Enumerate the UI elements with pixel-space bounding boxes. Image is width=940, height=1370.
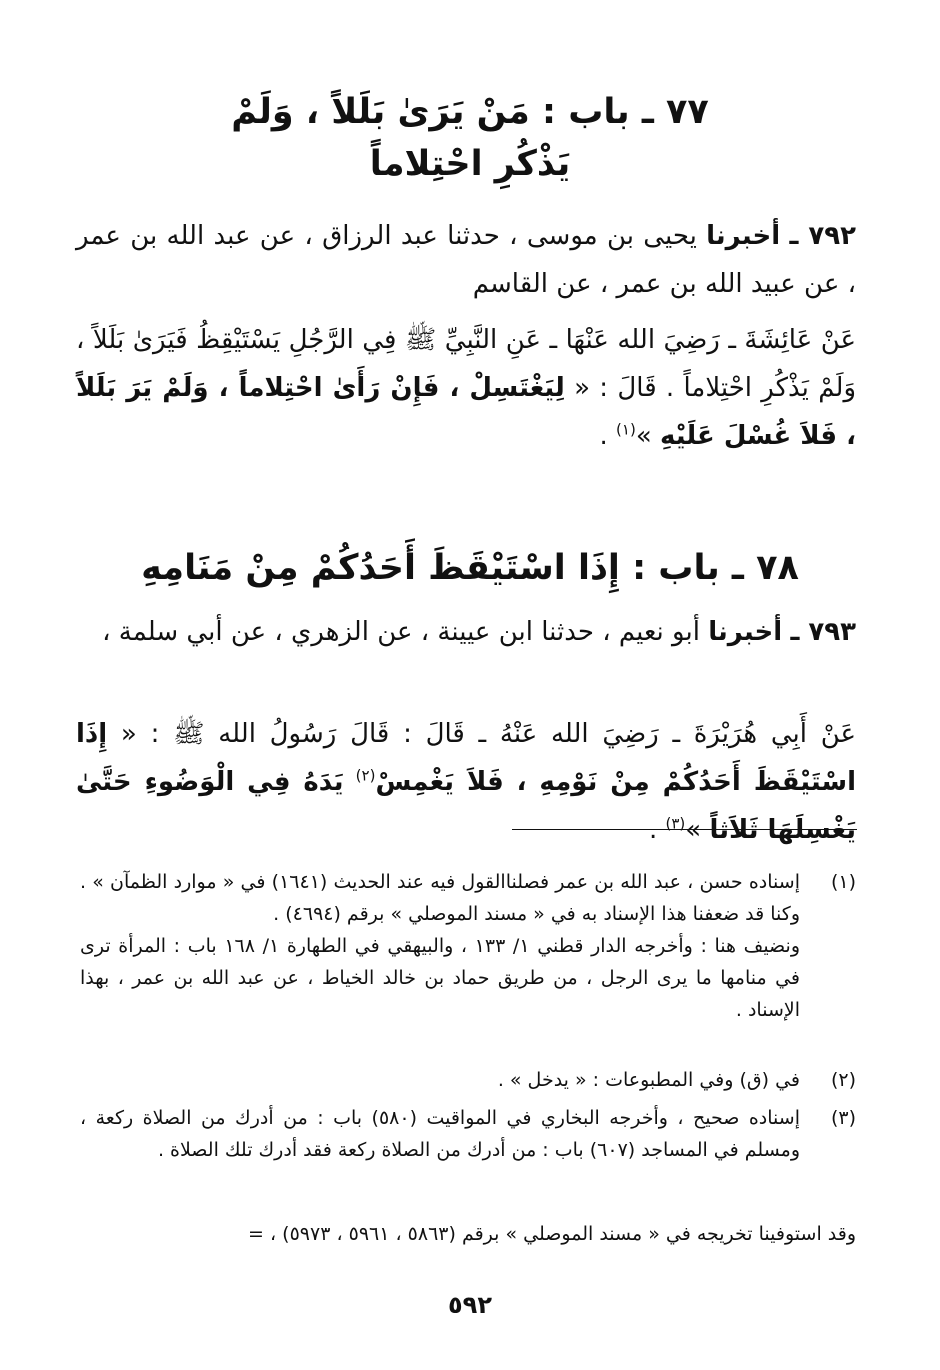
footnote-2 [80, 1064, 856, 1096]
hadith-792-number: ٧٩٢ ـ [789, 221, 857, 251]
hadith-792-matn-plain: عَنْ عَائِشَةَ ـ رَضِيَ الله عَنْهَا ـ عَنِ النَّبِيِّ ﷺ فِي الرَّجُلِ يَسْتَيْقِظُ فَيَرَىٰ بَلَلاً ، وَلَمْ يَذْكُرِ احْتِلاماً . قَالَ : « [76, 325, 857, 403]
footnote-ref-1[interactable]: (١) [616, 420, 636, 439]
hadith-793-isnad-text: أبو نعيم ، حدثنا ابن عيينة ، عن الزهري ، عن أبي سلمة ، [102, 617, 700, 647]
hadith-792-matn-bold: لِيَغْتَسِلْ ، فَإِنْ رَأَىٰ احْتِلاماً ، وَلَمْ يَرَ بَلَلاً ، فَلاَ غُسْلَ عَلَيْهِ [76, 373, 856, 451]
chapter-77-title-line1: ٧٧ ـ باب : مَنْ يَرَىٰ بَلَلاً ، وَلَمْ [231, 92, 709, 132]
hadith-793-matn [76, 710, 856, 854]
hadith-793-matn-plain: عَنْ أَبِي هُرَيْرَةَ ـ رَضِيَ الله عَنْهُ ـ قَالَ : قَالَ رَسُولُ الله ﷺ : « [120, 719, 856, 749]
hadith-792-isnad-lead: أخبرنا [706, 221, 781, 251]
hadith-792-end: . [599, 421, 617, 451]
hadith-793-end: . [648, 815, 666, 845]
footnote-divider [512, 829, 857, 830]
footnote-1-text: إسناده حسن ، عبد الله بن عمر فصلناالقول فيه عند الحديث (١٦٤١) في « موارد الظمآن » . وكنا قد ضعفنا هذا الإسناد به في « مسند الموصلي » برقم (٤٦٩٤) . [80, 871, 800, 925]
footnote-1-continuation [80, 930, 856, 1026]
hadith-792-matn [76, 316, 856, 460]
footnote-1-continuation-text: ونضيف هنا : وأخرجه الدار قطني ١/ ١٣٣ ، والبيهقي في الطهارة ١/ ١٦٨ باب : المرأة ترى في منامها ما يرى الرجل ، من طريق حماد بن خالد الخياط ، عن عبد الله بن عمر ، بهذا الإسناد . [80, 935, 800, 1021]
hadith-792-isnad-text: يحيى بن موسى ، حدثنا عبد الرزاق ، عن عبد الله بن عمر ، عن عبيد الله بن عمر ، عن القاسم [76, 221, 856, 299]
page-number: ٥٩٢ [448, 1291, 492, 1319]
footnote-3 [80, 1102, 856, 1166]
hadith-793-isnad-lead: أخبرنا [708, 617, 783, 647]
hadith-793-matn-bold-1: إِذَا اسْتَيْقَظَ أَحَدُكُمْ مِنْ نَوْمِهِ ، فَلاَ يَغْمِسْ [76, 719, 857, 797]
chapter-78-title: ٧٨ ـ باب : إِذَا اسْتَيْقَظَ أَحَدُكُمْ مِنْ مَنَامِهِ [141, 548, 799, 588]
chapter-77-title-line2: يَذْكُرِ احْتِلاماً [369, 144, 571, 184]
hadith-793-matn-close: » [685, 815, 702, 845]
hadith-792-matn-close: » [635, 421, 652, 451]
hadith-792-isnad [76, 212, 856, 308]
footnote-2-number: (٢) [830, 1069, 856, 1091]
footnote-2-text: في (ق) وفي المطبوعات : « يدخل » . [497, 1069, 800, 1091]
footnote-3-text: إسناده صحيح ، وأخرجه البخاري في المواقيت (٥٨٠) باب : من أدرك من الصلاة ركعة ، ومسلم في المساجد (٦٠٧) باب : من أدرك من الصلاة ركعة فقد أدرك تلك الصلاة . [80, 1107, 800, 1161]
footnote-1-number: (١) [830, 871, 856, 893]
hadith-793-matn-bold-2: يَدَهُ فِي الْوَضُوءِ حَتَّىٰ يَغْسِلَهَا ثَلاَثاً [76, 767, 856, 845]
footnote-ref-3[interactable]: (٣) [665, 814, 686, 833]
footnote-1 [80, 866, 856, 930]
hadith-793-number: ٧٩٣ ـ [790, 617, 856, 647]
hadith-793-isnad [76, 608, 856, 656]
footnote-ref-2[interactable]: (٢) [355, 766, 376, 785]
footnote-3-number: (٣) [830, 1107, 856, 1129]
footnote-3-continuation-text: وقد استوفينا تخريجه في « مسند الموصلي » برقم (٥٨٦٣ ، ٥٩٦١ ، ٥٩٧٣) ، = [248, 1223, 856, 1245]
footnote-3-continuation [80, 1218, 856, 1250]
